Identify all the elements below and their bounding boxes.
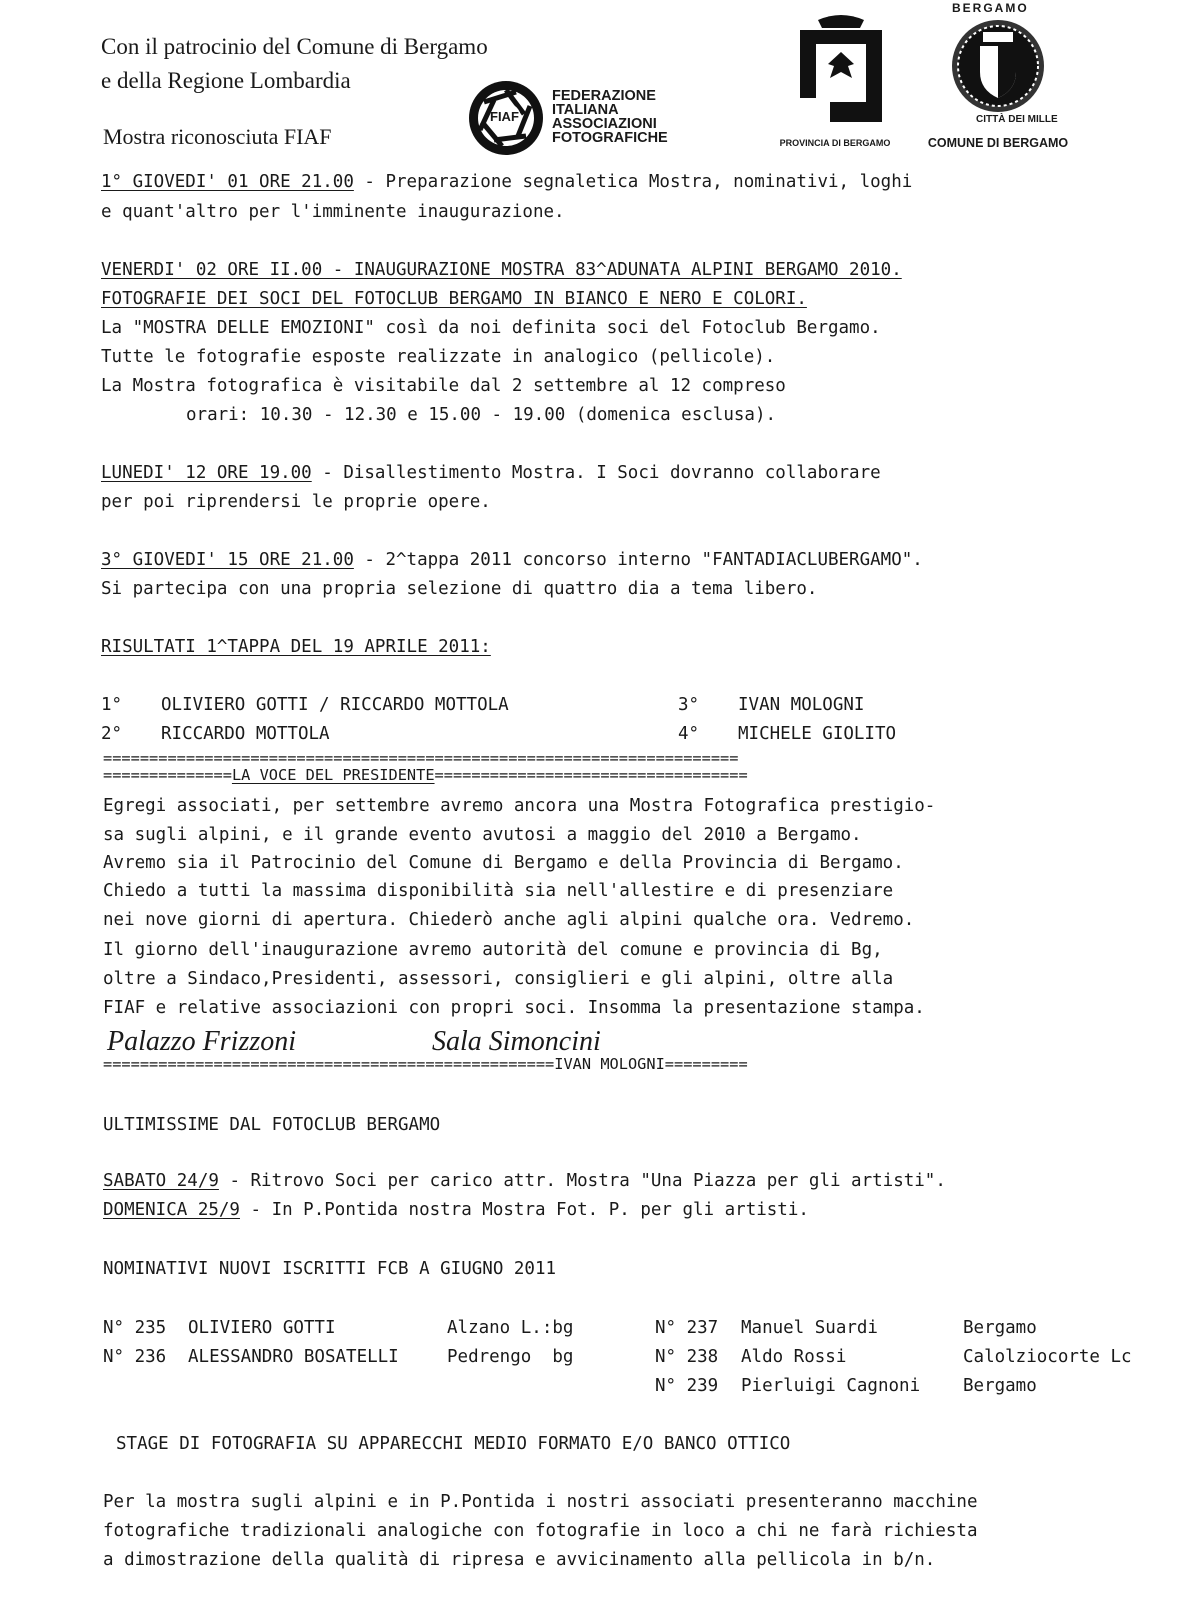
provincia-label: PROVINCIA DI BERGAMO: [779, 138, 891, 148]
fiaf-name: [552, 89, 668, 145]
event-2-line-5: La Mostra fotografica è visitabile dal 2 settembre al 12 compreso: [101, 376, 786, 396]
provincia-emblem-icon: [796, 8, 886, 126]
news-2-date: DOMENICA 25/9: [103, 1200, 240, 1220]
event-2-line-4: Tutte le fotografie esposte realizzate in analogico (pellicole).: [101, 347, 776, 367]
member-235-name: OLIVIERO GOTTI: [188, 1318, 336, 1338]
result-1-name: OLIVIERO GOTTI / RICCARDO MOTTOLA: [161, 695, 509, 715]
signature-line: =================================================IVAN MOLOGNI=========: [103, 1055, 748, 1073]
separator-left: ==============: [103, 766, 232, 784]
separator-right: ==================================: [434, 766, 748, 784]
separator-top: =====================================================================: [103, 749, 739, 767]
news-1-date: SABATO 24/9: [103, 1171, 219, 1191]
news-2-text: - In P.Pontida nostra Mostra Fot. P. per gli artisti.: [239, 1200, 809, 1220]
event-3-line-2: per poi riprendersi le proprie opere.: [101, 492, 491, 512]
member-239-name: Pierluigi Cagnoni: [741, 1376, 921, 1396]
member-237-town: Bergamo: [963, 1318, 1037, 1338]
event-3: [101, 463, 881, 483]
fiaf-name-line: ITALIANA: [552, 102, 619, 118]
stage-line-1: Per la mostra sugli alpini e in P.Pontida i nostri associati presenteranno macchine: [103, 1492, 978, 1512]
comune-label: COMUNE DI BERGAMO: [927, 136, 1069, 150]
news-1-text: - Ritrovo Soci per carico attr. Mostra "Una Piazza per gli artisti".: [218, 1171, 946, 1191]
fiaf-recognition: Mostra riconosciuta FIAF: [103, 124, 332, 149]
member-238-town: Calolziocorte Lc: [963, 1347, 1132, 1367]
event-3-text: - Disallestimento Mostra. I Soci dovranno collaborare: [311, 463, 881, 483]
event-4-text: - 2^tappa 2011 concorso interno "FANTADIACLUBERGAMO".: [353, 550, 923, 570]
president-title: LA VOCE DEL PRESIDENTE: [231, 766, 435, 784]
member-239-town: Bergamo: [963, 1376, 1037, 1396]
event-2-subtitle: FOTOGRAFIE DEI SOCI DEL FOTOCLUB BERGAMO IN BIANCO E NERO E COLORI.: [101, 289, 807, 309]
result-1-pos: 1°: [101, 695, 123, 715]
results-title: RISULTATI 1^TAPPA DEL 19 APRILE 2011:: [101, 637, 491, 657]
event-4-line-2: Si partecipa con una propria selezione di quattro dia a tema libero.: [101, 579, 818, 599]
member-235-number: N° 235: [103, 1318, 167, 1338]
event-1-line-2: e quant'altro per l'imminente inaugurazione.: [101, 202, 565, 222]
event-4-date: 3° GIOVEDI' 15 ORE 21.00: [101, 550, 354, 570]
event-2-hours: orari: 10.30 - 12.30 e 15.00 - 19.00 (domenica esclusa).: [186, 405, 777, 425]
president-line-3: Avremo sia il Patrocinio del Comune di Bergamo e della Provincia di Bergamo.: [103, 853, 904, 873]
event-4: [101, 550, 923, 570]
member-236-number: N° 236: [103, 1347, 167, 1367]
seal-top-text: BERGAMO: [952, 1, 1029, 15]
provincia-logo: [770, 8, 900, 153]
member-238-number: N° 238: [655, 1347, 719, 1367]
member-235-town: Alzano L.:bg: [447, 1318, 574, 1338]
president-line-1: Egregi associati, per settembre avremo ancora una Mostra Fotografica prestigio-: [103, 796, 936, 816]
president-title-line: [103, 767, 748, 783]
fiaf-logo: [466, 78, 671, 158]
fiaf-name-line: FOTOGRAFICHE: [552, 130, 668, 146]
news-1: [103, 1171, 946, 1191]
comune-logo: [918, 2, 1078, 154]
venue-sala: Sala Simoncini: [432, 1026, 601, 1057]
member-236-name: ALESSANDRO BOSATELLI: [188, 1347, 399, 1367]
stage-line-2: fotografiche tradizionali analogiche con fotografie in loco a chi ne farà richiesta: [103, 1521, 978, 1541]
member-236-town: Pedrengo bg: [447, 1347, 574, 1367]
news-title: ULTIMISSIME DAL FOTOCLUB BERGAMO: [103, 1115, 441, 1135]
event-2-line-3: La "MOSTRA DELLE EMOZIONI" così da noi definita soci del Fotoclub Bergamo.: [101, 318, 881, 338]
member-237-number: N° 237: [655, 1318, 719, 1338]
event-1-date: 1° GIOVEDI' 01 ORE 21.00: [101, 172, 354, 192]
event-2-title: VENERDI' 02 ORE II.00 - INAUGURAZIONE MOSTRA 83^ADUNATA ALPINI BERGAMO 2010.: [101, 260, 902, 280]
member-238-name: Aldo Rossi: [741, 1347, 847, 1367]
event-1-text: - Preparazione segnaletica Mostra, nominativi, loghi: [353, 172, 913, 192]
event-1: [101, 172, 912, 192]
stage-line-3: a dimostrazione della qualità di ripresa e avvicinamento alla pellicola in b/n.: [103, 1550, 936, 1570]
fiaf-logo-text: FIAF: [490, 109, 519, 124]
news-2: [103, 1200, 809, 1220]
stage-title: STAGE DI FOTOGRAFIA SU APPARECCHI MEDIO FORMATO E/O BANCO OTTICO: [116, 1434, 791, 1454]
member-239-number: N° 239: [655, 1376, 719, 1396]
president-line-7: oltre a Sindaco,Presidenti, assessori, consiglieri e gli alpini, oltre alla: [103, 969, 894, 989]
president-line-2: sa sugli alpini, e il grande evento avutosi a maggio del 2010 a Bergamo.: [103, 825, 862, 845]
patronage-line-1: Con il patrocinio del Comune di Bergamo: [101, 34, 488, 59]
seal-bottom-text: CITTÀ DEI MILLE: [976, 114, 1058, 125]
result-4-pos: 4°: [678, 724, 700, 744]
fiaf-name-line: ASSOCIAZIONI: [552, 116, 657, 132]
result-3-pos: 3°: [678, 695, 700, 715]
president-line-4: Chiedo a tutti la massima disponibilità sia nell'allestire e di presenziare: [103, 881, 894, 901]
result-4-name: MICHELE GIOLITO: [738, 724, 897, 744]
result-2-name: RICCARDO MOTTOLA: [161, 724, 330, 744]
fiaf-name-line: FEDERAZIONE: [552, 88, 656, 104]
event-3-date: LUNEDI' 12 ORE 19.00: [101, 463, 312, 483]
result-3-name: IVAN MOLOGNI: [738, 695, 865, 715]
president-line-6: Il giorno dell'inaugurazione avremo autorità del comune e provincia di Bg,: [103, 940, 883, 960]
member-237-name: Manuel Suardi: [741, 1318, 878, 1338]
members-title: NOMINATIVI NUOVI ISCRITTI FCB A GIUGNO 2011: [103, 1259, 557, 1279]
patronage-line-2: e della Regione Lombardia: [101, 68, 351, 93]
president-line-5: nei nove giorni di apertura. Chiederò anche agli alpini qualche ora. Vedremo.: [103, 910, 915, 930]
result-2-pos: 2°: [101, 724, 123, 744]
president-line-8: FIAF e relative associazioni con propri soci. Insomma la presentazione stampa.: [103, 998, 925, 1018]
venue-palazzo: Palazzo Frizzoni: [107, 1026, 297, 1057]
